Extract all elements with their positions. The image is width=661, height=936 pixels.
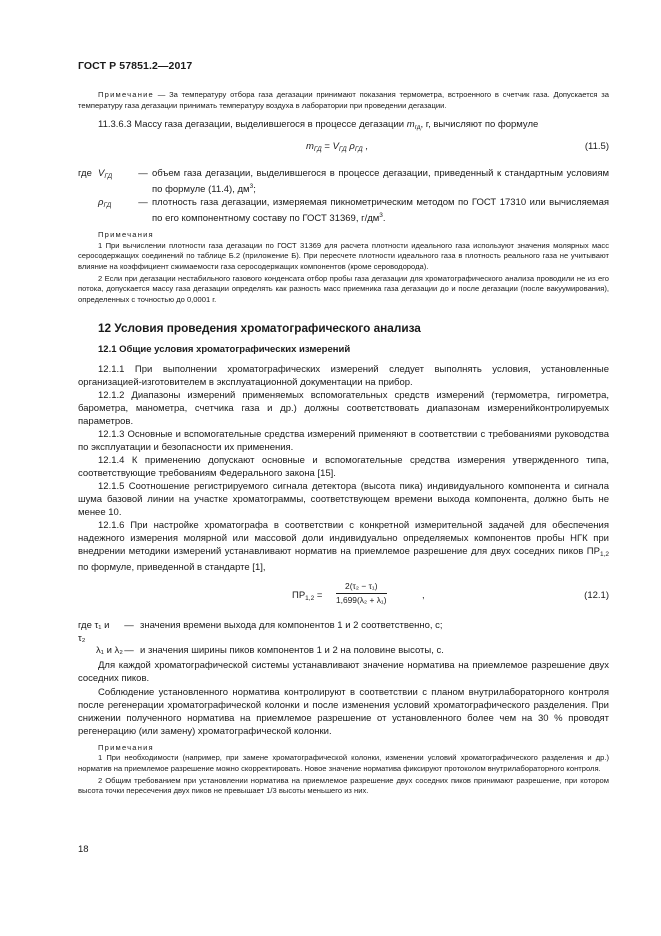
formula-12-1-fraction [336,580,387,607]
note-top-label: Примечание [98,90,154,99]
paragraph-12-1-1: 12.1.1 При выполнении хроматографических измерений следует выполнять условия, установленные организацией-изготовителем в эксплуатационной документации на прибор. [78,364,609,389]
formula-12-1-numerator: 2(τ₂ − τ₁) [336,580,387,594]
formula-11-5-number: (11.5) [584,141,609,153]
paragraph-12-1-3: 12.1.3 Основные и вспомогательные средства измерений применяют в соответствии с требованиями руководства по эксплуатации и безопасности их применения. [78,429,609,454]
formula-12-1-denominator: 1,699(λ₂ + λ₁) [336,595,387,606]
formula-12-1 [78,578,609,616]
notes-1-label: Примечания [98,230,154,240]
section-12-1-heading: 12.1 Общие условия хроматографических измерений [98,344,351,356]
paragraph-norm-control: Соблюдение установленного норматива контролируют в соответствии с планом внутрилабораторного контроля после регенерации хроматографической колонки и после изменения условий хроматографического разделения. При снижении полученного норматива на приемлемое разрешение от установленного более чем на 30 % проводят регенерацию (или замену) хроматографической колонки. [78,686,609,737]
paragraph-11-3-6-3: 11.3.6.3 Массу газа дегазации, выделившегося в процессе дегазации $m_{гд}$, г, вычисляют по формуле [98,119,539,132]
notes-2-item: 1 При необходимости (например, при замене хроматографической колонки, изменении условий хроматографического разделения и др.) норматив на приемлемое разрешение можно скорректировать. Новое значение норматива фиксируют протоколом внутрилабораторного контроля. [78,753,609,774]
paragraph-12-1-4: 12.1.4 К применению допускают основные и вспомогательные средства измерения утвержденного типа, соответствующие требованиям Федерального закона [15]. [78,455,609,480]
note-top [78,90,609,111]
formula-11-5 [78,137,609,165]
paragraph-12-1-2: 12.1.2 Диапазоны измерений применяемых вспомогательных средств измерений (термометра, гигрометра, барометра, манометра, счетчика газа и др.) должны соответствовать диапазонам измеренийконтролируемых параметров. [78,390,609,428]
formula-12-1-number: (12.1) [584,590,609,602]
section-12-1-paragraphs [78,363,609,574]
notes-2-item: 2 Общим требованием при установлении норматива на приемлемое разрешение двух соседних пиков принимают разрешение, при котором высота точки пересечения двух пиков не превышает 1/3 высоты меньшего из них. [78,775,609,796]
formula-11-5-expression: $m_{ГД} = V_{ГД}$ $\rho_{ГД}$ , [306,141,368,154]
paragraph-12-1-6: 12.1.6 При настройке хроматографа в соответствии с конкретной измерительной задачей для обеспечения надежного измерения молярной или массовой доли индивидуально определяемых компонентов пробы НГК при внедрении методики измерений устанавливают норматив на приемлемое разрешение для двух соседних пиков $ПР_{1,2}$ по формуле, приведенной в стандарте [1], [78,520,609,574]
document-header: ГОСТ Р 57851.2—2017 [78,60,193,72]
formula-12-1-definitions: где τ₁ и τ₂ — значения времени выхода для компонентов 1 и 2 соответственно, с; λ₁ и λ₂ — и значения ширины пиков компонентов 1 и 2 на половине высоты, с. [78,620,444,657]
notes-1-item: 1 При вычислении плотности газа дегазации по ГОСТ 31369 для расчета плотности идеального газа используют значения молярных масс серосодержащих соединений по таблице Б.2 (приложение Б). При пересчете плотности идеального газа в плотность реального газа не учитывают влияние на коэффициент сжимаемости газа серосодержащих компонентов (кроме сероводорода). [78,240,609,271]
formula-11-5-definitions: где $V_{ГД}$ — объем газа дегазации, выделившегося в процессе дегазации, приведенный к стандартным условиям по формуле (11.4), $дм^3$; $\rho_{ГД}$ — плотность газа дегазации, измеряемая пикнометрическим методом по ГОСТ 17310 или вычисляемая по его компонентному составу по ГОСТ 31369, $г/дм^3$. [78,168,609,225]
notes-1-item: 2 Если при дегазации нестабильного газового конденсата отбор пробы газа дегазации для хроматографического анализа проводили не из его потока, допускается массу газа дегазации определять как разность масс приемника газа дегазации до и после дегазации (после вакуумирования), определенных с точностью до 0,0001 г. [78,273,609,304]
paragraph-12-1-5: 12.1.5 Соотношение регистрируемого сигнала детектора (высота пика) индивидуального компонента и сигнала шума базовой линии на участке хроматограммы, соответствующем времени выхода компонента, должно быть не менее 10. [78,481,609,519]
page-content [78,88,609,797]
section-12-heading: 12 Условия проведения хроматографического анализа [98,321,421,336]
notes-2-label: Примечания [98,742,154,752]
formula-12-1-lhs: $ПР_{1,2}$ = [292,590,323,603]
note-top-text: — За температуру отбора газа дегазации принимают показания термометра, встроенного в счетчик газа. Допускается за температуру газа дегазации принимать температуру воздуха в лаборатории при проведении дегазации. [78,90,609,110]
paragraph-norm-setting: Для каждой хроматографической системы устанавливают значение норматива на приемлемое разрешение двух соседних пиков. [78,659,609,684]
page-number: 18 [78,844,89,855]
formula-12-1-tail: , [422,590,425,602]
